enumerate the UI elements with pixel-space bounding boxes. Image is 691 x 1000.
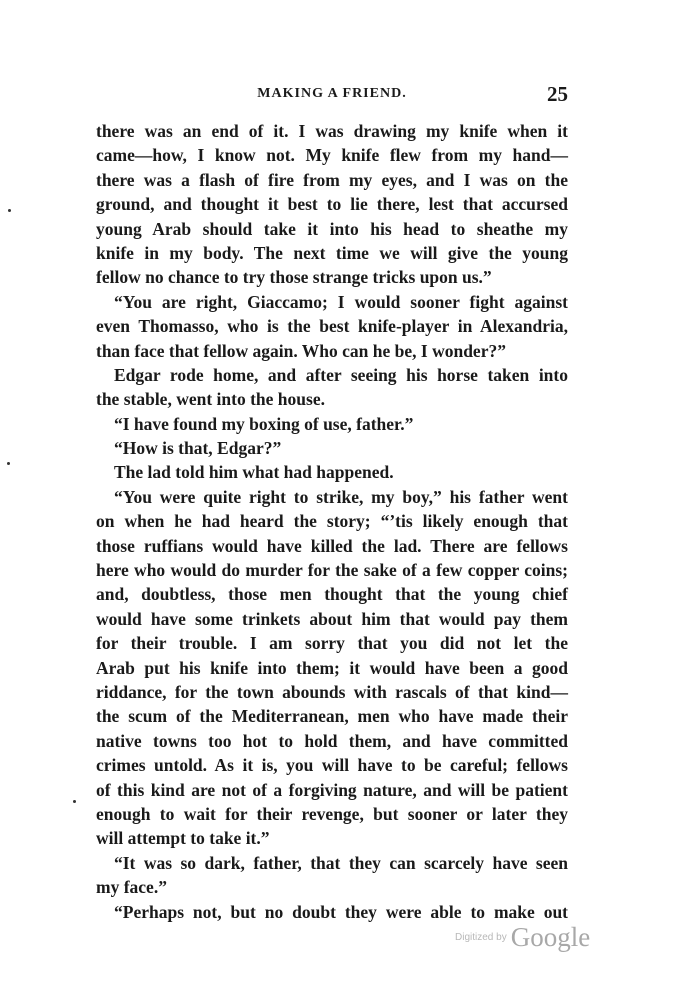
- text-line: will attempt to take it.”: [96, 828, 270, 849]
- page-number: 25: [547, 82, 568, 106]
- text-line: of this kind are not of a forgiving nature, and will be patient: [96, 779, 568, 800]
- text-line: there was an end of it. I was drawing my knife when it: [96, 121, 568, 141]
- text-line: enough to wait for their revenge, but sooner or later they: [96, 803, 568, 824]
- text-line: would have some trinkets about him that would pay them: [96, 608, 568, 629]
- text-line: on when he had heard the story; “’tis likely enough that: [96, 511, 568, 532]
- running-title: MAKING A FRIEND.: [257, 86, 407, 101]
- watermark-logo-text: Google: [510, 922, 591, 952]
- text-line: knife in my body. The next time we will give the young: [96, 242, 568, 263]
- text-line: even Thomasso, who is the best knife-player in Alexandria,: [96, 316, 568, 337]
- text-line: for their trouble. I am sorry that you did not let the: [96, 633, 568, 654]
- running-head: [96, 82, 568, 110]
- text-line: “You were quite right to strike, my boy,” his father went: [114, 486, 568, 507]
- text-line: Arab put his knife into them; it would have been a good: [96, 657, 568, 678]
- text-line: there was a flash of fire from my eyes, and I was on the: [96, 169, 568, 190]
- body-text: [96, 119, 568, 924]
- text-line: those ruffians would have killed the lad. There are fellows: [96, 535, 568, 556]
- text-line: than face that fellow again. Who can he be, I wonder?”: [96, 340, 506, 361]
- text-line: here who would do murder for the sake of a few copper coins;: [96, 560, 568, 581]
- text-line: “How is that, Edgar?”: [114, 438, 282, 459]
- text-line: the stable, went into the house.: [96, 389, 325, 410]
- text-line: ground, and thought it best to lie there, lest that accursed: [96, 194, 568, 215]
- text-line: my face.”: [96, 877, 167, 898]
- watermark-small-text: Digitized by: [455, 932, 507, 943]
- margin-speck: [7, 462, 10, 465]
- text-line: crimes untold. As it is, you will have to be careful; fellows: [96, 755, 568, 776]
- google-watermark: [455, 922, 590, 952]
- text-line: native towns too hot to hold them, and have committed: [96, 730, 568, 751]
- text-line: and, doubtless, those men thought that the young chief: [96, 584, 568, 605]
- text-line: came—how, I know not. My knife flew from my hand—: [96, 145, 568, 166]
- margin-speck: [73, 800, 76, 803]
- text-line: “It was so dark, father, that they can scarcely have seen: [114, 852, 568, 873]
- text-line: fellow no chance to try those strange tricks upon us.”: [96, 267, 492, 288]
- text-line: young Arab should take it into his head to sheathe my: [96, 218, 568, 239]
- text-line: “I have found my boxing of use, father.”: [114, 413, 414, 434]
- text-line: Edgar rode home, and after seeing his horse taken into: [114, 364, 568, 385]
- text-line: The lad told him what had happened.: [114, 462, 394, 483]
- margin-speck: [8, 209, 11, 212]
- text-line: “You are right, Giaccamo; I would sooner fight against: [114, 291, 568, 312]
- text-line: the scum of the Mediterranean, men who have made their: [96, 706, 568, 727]
- text-line: “Perhaps not, but no doubt they were able to make out: [114, 901, 568, 922]
- text-line: riddance, for the town abounds with rascals of that kind—: [96, 681, 568, 702]
